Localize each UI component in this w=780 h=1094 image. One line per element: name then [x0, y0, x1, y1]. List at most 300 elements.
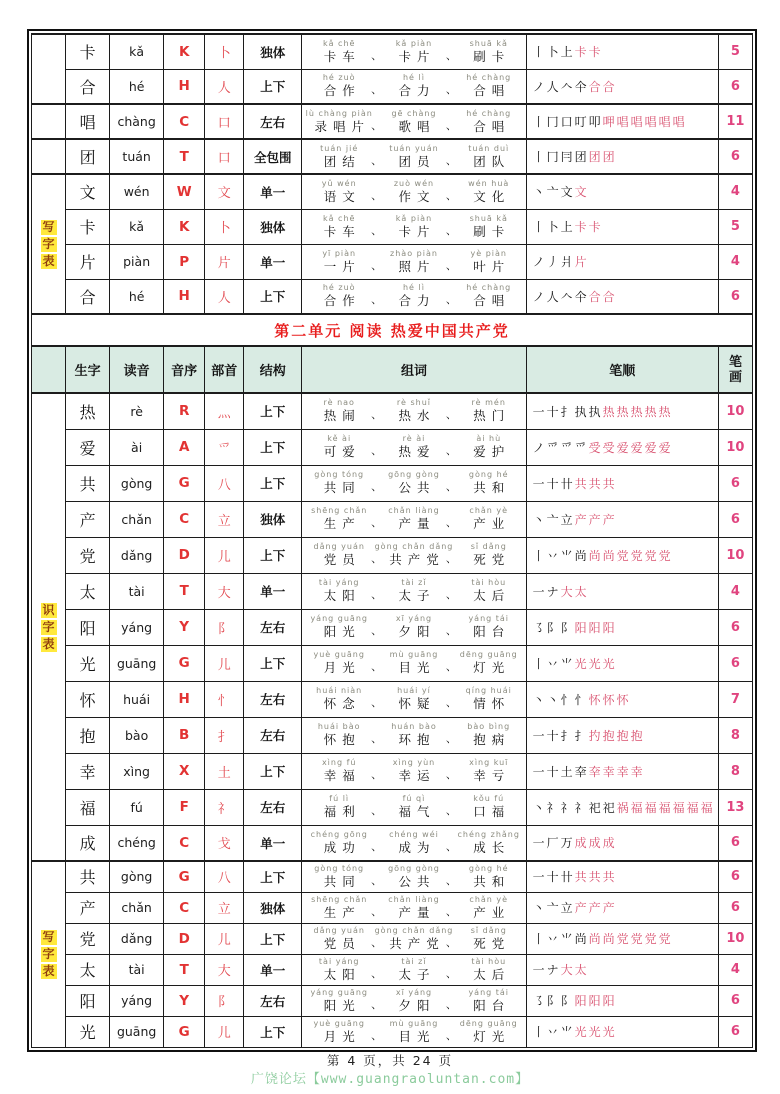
- word-separator: 、: [371, 516, 383, 529]
- word-chars: 幸福: [323, 768, 361, 783]
- word-chars: 团结: [323, 153, 361, 169]
- word-item: [382, 144, 446, 170]
- word-pinyin: chéng gōng: [310, 829, 368, 839]
- char-cell: 文: [66, 174, 110, 209]
- word-pinyin: gōng gòng: [388, 470, 440, 479]
- word-separator: 、: [445, 408, 457, 422]
- word-pinyin: gòng chǎn dǎng: [374, 542, 454, 551]
- radical-cell: 大: [205, 573, 244, 609]
- stroke-order-black: 一十卄: [532, 870, 575, 885]
- radical-cell: 文: [205, 174, 244, 209]
- structure-cell: 左右: [244, 104, 302, 139]
- stroke-order-cell: [526, 209, 718, 244]
- structure-cell: 左右: [244, 985, 302, 1016]
- stroke-order-black: 一十卄: [532, 476, 575, 491]
- word-item: [457, 109, 521, 135]
- word-item: [382, 109, 446, 135]
- word-separator: 、: [445, 444, 457, 457]
- stroke-order-red: 产产产: [574, 512, 617, 527]
- word-pinyin: chéng wéi: [389, 829, 439, 839]
- word-separator: 、: [371, 444, 383, 457]
- word-separator: 、: [445, 188, 457, 202]
- pinyin-cell: kǎ: [110, 34, 164, 69]
- word-chars: 刷卡: [473, 223, 511, 239]
- initial-cell: T: [164, 954, 205, 985]
- word-chars: 语文: [323, 188, 361, 204]
- stroke-order-black: ノ爫爫爫: [532, 440, 589, 455]
- group-label-char: 写: [42, 929, 55, 944]
- word-chars: 目光: [398, 1028, 436, 1044]
- stroke-order-cell: [526, 69, 718, 104]
- word-chars: 党员: [323, 935, 361, 951]
- stroke-count-cell: 10: [718, 923, 752, 954]
- stroke-order-red: 㚔幸幸幸: [588, 764, 645, 779]
- word-item: [457, 179, 521, 205]
- word-pinyin: dēng guāng: [459, 1018, 518, 1028]
- pinyin-cell: gòng: [110, 861, 164, 892]
- vocab-row: [32, 429, 753, 465]
- word-pinyin: kǎ chē: [322, 213, 356, 223]
- word-item: [307, 722, 371, 748]
- stroke-order-cell: [526, 501, 718, 537]
- word-separator: 、: [445, 839, 457, 853]
- word-pinyin: kǎ chē: [322, 38, 356, 48]
- initial-cell: W: [164, 174, 205, 209]
- word-chars: 产量: [398, 516, 436, 531]
- word-pinyin: hé zuò: [322, 283, 356, 293]
- word-separator: 、: [445, 768, 457, 781]
- stroke-order-black: 丶亠文: [532, 185, 575, 200]
- structure-cell: 单一: [244, 244, 302, 279]
- word-pinyin: hé chàng: [466, 73, 512, 83]
- word-chars: 灯光: [473, 660, 511, 675]
- pinyin-cell: guāng: [110, 645, 164, 681]
- vocab-row: [32, 892, 753, 923]
- char-cell: 幸: [66, 753, 110, 789]
- word-chars: 目光: [398, 660, 436, 675]
- pinyin-cell: tuán: [110, 139, 164, 174]
- stroke-order-red: 合合: [588, 79, 617, 94]
- stroke-order-black: 一十土㚔: [532, 764, 589, 779]
- word-separator: 、: [445, 293, 457, 307]
- header-words: 组词: [302, 346, 526, 393]
- word-pinyin: kǒu fú: [473, 794, 505, 803]
- unit-title-row: [32, 314, 753, 346]
- char-cell: 产: [66, 501, 110, 537]
- words-cell: [302, 501, 526, 537]
- word-item: [307, 926, 371, 952]
- structure-cell: 单一: [244, 174, 302, 209]
- word-item: [457, 957, 521, 983]
- group-label: [32, 139, 66, 174]
- word-item: [307, 179, 371, 205]
- vocab-row: [32, 174, 753, 209]
- words-cell: [302, 681, 526, 717]
- word-chars: 夕阳: [398, 624, 436, 639]
- word-item: [382, 864, 446, 890]
- word-chars: 公共: [398, 480, 436, 495]
- word-separator: 、: [445, 516, 457, 529]
- initial-cell: Y: [164, 609, 205, 645]
- word-item: [457, 434, 521, 460]
- radical-cell: 立: [205, 501, 244, 537]
- word-pinyin: xī yáng: [395, 614, 433, 623]
- word-item: [307, 1019, 371, 1045]
- word-separator: 、: [445, 48, 457, 62]
- group-label: [32, 174, 66, 314]
- stroke-count-cell: 8: [718, 717, 752, 753]
- word-item: [374, 925, 454, 952]
- radical-cell: 卜: [205, 209, 244, 244]
- words-cell: [302, 825, 526, 861]
- stroke-order-cell: [526, 954, 718, 985]
- stroke-count-cell: 5: [718, 34, 752, 69]
- word-chars: 叶片: [473, 258, 511, 274]
- word-chars: 合作: [323, 83, 361, 99]
- vocab-row: [32, 645, 753, 681]
- char-cell: 党: [66, 923, 110, 954]
- word-item: [382, 283, 446, 309]
- stroke-order-black: 丨丷⺌: [532, 1025, 575, 1039]
- word-pinyin: xìng yùn: [392, 758, 436, 767]
- vocab-row: [32, 609, 753, 645]
- word-pinyin: yī piàn: [322, 248, 357, 258]
- vocab-row: [32, 1016, 753, 1047]
- table-rows-top: [32, 34, 753, 314]
- word-pinyin: zhào piàn: [390, 248, 438, 258]
- radical-cell: 大: [205, 954, 244, 985]
- stroke-order-black: 丶亠立: [532, 512, 575, 527]
- word-pinyin: dǎng yuán: [313, 925, 365, 935]
- structure-cell: 上下: [244, 465, 302, 501]
- stroke-order-red: 呷唱唱唱唱唱: [602, 115, 687, 129]
- structure-cell: 独体: [244, 892, 302, 923]
- stroke-order-cell: [526, 104, 718, 139]
- vocab-row: [32, 465, 753, 501]
- word-chars: 产业: [473, 516, 511, 531]
- word-separator: 、: [445, 997, 457, 1011]
- word-item: [457, 926, 521, 952]
- vocab-row: [32, 717, 753, 753]
- words-cell: [302, 892, 526, 923]
- initial-cell: D: [164, 923, 205, 954]
- word-separator: 、: [445, 660, 457, 673]
- structure-cell: 全包围: [244, 139, 302, 174]
- radical-cell: 忄: [205, 681, 244, 717]
- stroke-order-red: 热热热热热: [602, 404, 673, 419]
- pinyin-cell: kǎ: [110, 209, 164, 244]
- char-cell: 产: [66, 892, 110, 923]
- pinyin-cell: yáng: [110, 609, 164, 645]
- pinyin-cell: dǎng: [110, 537, 164, 573]
- char-cell: 阳: [66, 609, 110, 645]
- word-item: [457, 614, 521, 640]
- stroke-order-black: ノ丿爿: [532, 255, 575, 269]
- initial-cell: K: [164, 34, 205, 69]
- word-pinyin: gòng chǎn dǎng: [374, 925, 454, 935]
- word-item: [382, 957, 446, 983]
- vocab-row: [32, 923, 753, 954]
- radical-cell: 口: [205, 104, 244, 139]
- word-pinyin: dēng guāng: [459, 650, 518, 659]
- stroke-order-cell: [526, 681, 718, 717]
- radical-cell: 卜: [205, 34, 244, 69]
- word-separator: 、: [371, 660, 383, 673]
- header-stroke-order: 笔顺: [526, 346, 718, 393]
- stroke-order-black: ノ人𠆢仐: [532, 79, 589, 94]
- word-chars: 环抱: [398, 732, 436, 747]
- word-pinyin: rè shuǐ: [396, 398, 432, 408]
- initial-cell: G: [164, 645, 205, 681]
- word-pinyin: zuò wén: [393, 178, 435, 188]
- stroke-order-red: 扚抱抱抱: [588, 728, 645, 743]
- char-cell: 福: [66, 789, 110, 825]
- word-chars: 公共: [398, 873, 436, 889]
- word-chars: 生产: [323, 904, 361, 920]
- vocab-row: [32, 954, 753, 985]
- words-cell: [302, 573, 526, 609]
- words-cell: [302, 861, 526, 892]
- word-pinyin: sǐ dǎng: [470, 542, 507, 551]
- initial-cell: P: [164, 244, 205, 279]
- stroke-order-black: 丨丷⺌尚: [532, 932, 589, 946]
- word-pinyin: tài zǐ: [401, 956, 427, 966]
- word-chars: 抱病: [473, 732, 511, 747]
- word-pinyin: yáng tái: [468, 987, 510, 997]
- structure-cell: 独体: [244, 501, 302, 537]
- group-label-char: 表: [42, 253, 55, 268]
- stroke-order-cell: [526, 429, 718, 465]
- pinyin-cell: ài: [110, 429, 164, 465]
- word-chars: 阳台: [473, 624, 511, 639]
- word-separator: 、: [371, 904, 383, 918]
- radical-cell: 扌: [205, 717, 244, 753]
- word-pinyin: chǎn liàng: [388, 506, 440, 515]
- word-pinyin: gōng gòng: [388, 863, 440, 873]
- word-item: [382, 830, 446, 856]
- word-separator: 、: [445, 258, 457, 272]
- stroke-count-cell: 6: [718, 645, 752, 681]
- initial-cell: C: [164, 892, 205, 923]
- word-separator: 、: [371, 839, 383, 853]
- char-cell: 成: [66, 825, 110, 861]
- char-cell: 太: [66, 573, 110, 609]
- word-item: [307, 434, 371, 460]
- word-chars: 共同: [323, 873, 361, 889]
- word-chars: 怀疑: [398, 696, 436, 711]
- stroke-count-cell: 6: [718, 861, 752, 892]
- word-item: [457, 686, 521, 712]
- vocab-row: [32, 393, 753, 429]
- word-item: [457, 650, 521, 676]
- word-chars: 可爱: [323, 444, 361, 459]
- word-item: [382, 434, 446, 460]
- word-pinyin: chéng zhǎng: [457, 829, 520, 839]
- word-pinyin: tuán yuán: [389, 143, 439, 153]
- stroke-order-black: 丨卜上: [532, 220, 575, 234]
- word-pinyin: yáng tái: [468, 614, 510, 623]
- pinyin-cell: rè: [110, 393, 164, 429]
- words-cell: [302, 645, 526, 681]
- stroke-count-cell: 6: [718, 825, 752, 861]
- word-chars: 卡片: [398, 48, 436, 64]
- structure-cell: 上下: [244, 537, 302, 573]
- word-separator: 、: [445, 624, 457, 637]
- word-pinyin: kě ài: [327, 434, 352, 443]
- structure-cell: 独体: [244, 209, 302, 244]
- stroke-count-cell: 10: [718, 537, 752, 573]
- radical-cell: 阝: [205, 985, 244, 1016]
- words-cell: [302, 465, 526, 501]
- words-cell: [302, 753, 526, 789]
- stroke-count-cell: 11: [718, 104, 752, 139]
- word-item: [307, 542, 371, 568]
- word-item: [382, 73, 446, 99]
- word-separator: 、: [445, 153, 457, 167]
- word-chars: 幸亏: [473, 768, 511, 783]
- initial-cell: C: [164, 825, 205, 861]
- word-item: [457, 988, 521, 1014]
- stroke-order-black: 丨丷⺌尚: [532, 548, 589, 563]
- word-chars: 死党: [473, 935, 511, 951]
- word-item: [382, 506, 446, 532]
- group-label-char: 写: [42, 219, 55, 234]
- radical-cell: 人: [205, 69, 244, 104]
- structure-cell: 上下: [244, 645, 302, 681]
- word-separator: 、: [445, 966, 457, 980]
- stroke-order-cell: [526, 861, 718, 892]
- word-chars: 合唱: [473, 118, 511, 134]
- stroke-order-black: 一十扌扌: [532, 728, 589, 743]
- vocab-row: [32, 573, 753, 609]
- word-pinyin: huán bào: [391, 722, 437, 731]
- group-label-char: 字: [42, 619, 55, 634]
- word-item: [457, 722, 521, 748]
- pinyin-cell: huái: [110, 681, 164, 717]
- word-chars: 文化: [473, 188, 511, 204]
- word-pinyin: sǐ dǎng: [470, 925, 507, 935]
- word-chars: 一片: [323, 258, 361, 274]
- pinyin-cell: tài: [110, 573, 164, 609]
- structure-cell: 单一: [244, 573, 302, 609]
- stroke-order-cell: [526, 537, 718, 573]
- word-item: [457, 895, 521, 921]
- group-label: [32, 861, 66, 1047]
- char-cell: 卡: [66, 209, 110, 244]
- stroke-order-cell: [526, 789, 718, 825]
- word-item: [307, 794, 371, 820]
- word-pinyin: yè piàn: [470, 248, 507, 258]
- stroke-order-black: 丨卜上: [532, 45, 575, 60]
- word-chars: 卡车: [323, 48, 361, 64]
- word-item: [457, 39, 521, 65]
- word-item: [457, 470, 521, 496]
- word-item: [307, 988, 371, 1014]
- word-pinyin: gòng tóng: [314, 863, 365, 873]
- word-item: [307, 73, 371, 99]
- word-chars: 成功: [323, 839, 361, 855]
- stroke-count-cell: 8: [718, 753, 752, 789]
- word-item: [307, 144, 371, 170]
- word-pinyin: hé chàng: [466, 108, 512, 118]
- word-separator: 、: [371, 997, 383, 1011]
- word-pinyin: fú qì: [402, 794, 426, 803]
- word-pinyin: yáng guāng: [310, 614, 368, 623]
- word-chars: 产量: [398, 904, 436, 920]
- stroke-order-cell: [526, 645, 718, 681]
- stroke-order-red: 阳阳阳: [574, 620, 617, 635]
- word-pinyin: xìng fú: [321, 758, 357, 767]
- stroke-order-red: 卡卡: [574, 45, 603, 60]
- stroke-order-red: 成成成: [574, 836, 617, 851]
- word-chars: 太阳: [323, 588, 361, 603]
- word-pinyin: ài hù: [476, 434, 502, 443]
- stroke-order-cell: [526, 244, 718, 279]
- initial-cell: T: [164, 139, 205, 174]
- word-chars: 阳台: [473, 997, 511, 1013]
- stroke-order-black: 丨冂口叮叩: [532, 115, 603, 129]
- stroke-count-cell: 10: [718, 393, 752, 429]
- initial-cell: G: [164, 861, 205, 892]
- word-chars: 太子: [398, 966, 436, 982]
- word-pinyin: lù chàng piàn: [305, 108, 373, 118]
- word-chars: 阳光: [323, 997, 361, 1013]
- words-cell: [302, 789, 526, 825]
- word-pinyin: rè nao: [323, 398, 355, 408]
- word-pinyin: kǎ piàn: [395, 38, 433, 48]
- word-pinyin: tài yáng: [318, 956, 360, 966]
- word-chars: 团员: [398, 153, 436, 169]
- word-chars: 刷卡: [473, 48, 511, 64]
- word-chars: 共和: [473, 480, 511, 495]
- unit-section-title: 第二单元 阅读 热爱中国共产党: [32, 314, 753, 346]
- word-chars: 热水: [398, 408, 436, 424]
- structure-cell: 单一: [244, 954, 302, 985]
- stroke-order-black: 丨冂冃团: [532, 150, 589, 164]
- header-char: 生字: [66, 346, 110, 393]
- stroke-order-red: 阳阳阳: [574, 994, 617, 1008]
- char-cell: 怀: [66, 681, 110, 717]
- initial-cell: Y: [164, 985, 205, 1016]
- word-chars: 幸运: [398, 768, 436, 783]
- word-item: [382, 794, 446, 820]
- word-pinyin: tài zǐ: [401, 578, 427, 587]
- char-cell: 卡: [66, 34, 110, 69]
- stroke-order-cell: [526, 573, 718, 609]
- vocab-row: [32, 537, 753, 573]
- word-pinyin: qíng huái: [465, 686, 512, 695]
- word-separator: 、: [371, 258, 383, 272]
- words-cell: [302, 429, 526, 465]
- stroke-order-black: 一十扌执执: [532, 404, 603, 419]
- structure-cell: 左右: [244, 789, 302, 825]
- stroke-order-red: 尚尚党党党党: [588, 548, 673, 563]
- word-item: [307, 578, 371, 604]
- words-cell: [302, 69, 526, 104]
- word-pinyin: huái bào: [317, 722, 361, 731]
- word-separator: 、: [371, 804, 383, 817]
- char-cell: 爱: [66, 429, 110, 465]
- radical-cell: 礻: [205, 789, 244, 825]
- word-chars: 团队: [473, 153, 511, 169]
- stroke-order-cell: [526, 753, 718, 789]
- structure-cell: 独体: [244, 34, 302, 69]
- stroke-order-cell: [526, 279, 718, 314]
- word-separator: 、: [445, 480, 457, 493]
- stroke-order-red: 怀怀怀: [588, 692, 631, 707]
- word-separator: 、: [371, 223, 383, 237]
- word-pinyin: rè ài: [402, 434, 426, 443]
